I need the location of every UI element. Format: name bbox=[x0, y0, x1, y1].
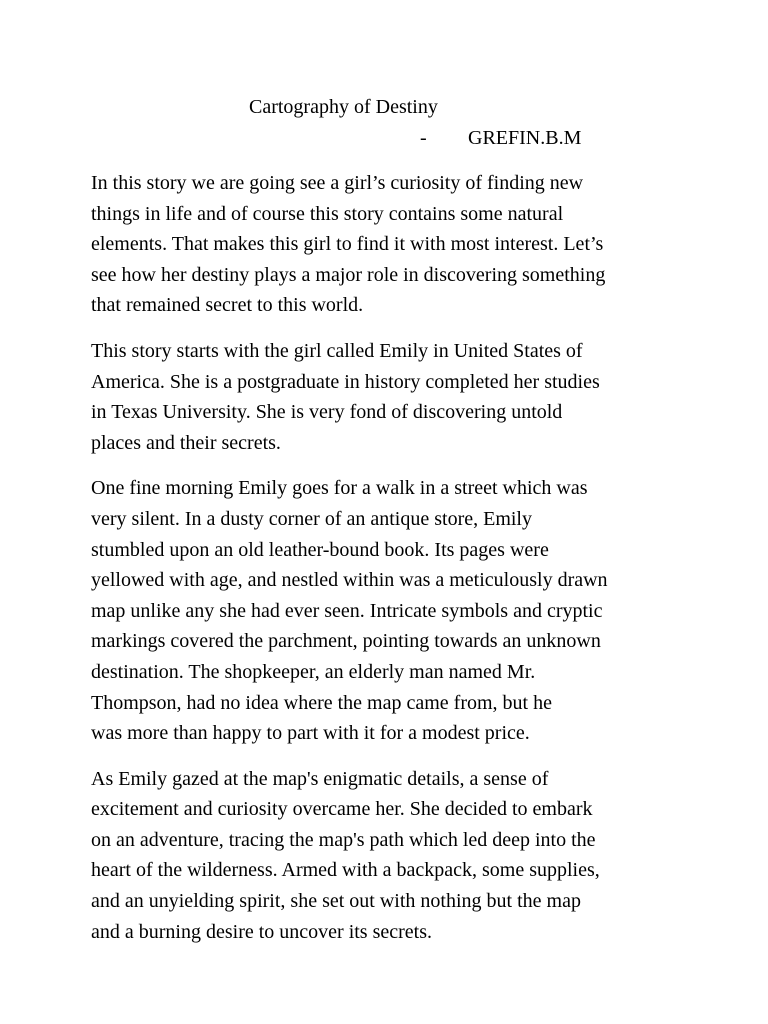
paragraph-line: very silent. In a dusty corner of an antique store, Emily bbox=[91, 507, 532, 530]
author-dash: - bbox=[420, 127, 427, 149]
paragraph-line: see how her destiny plays a major role in discovering something bbox=[91, 263, 606, 286]
paragraph-line: and an unyielding spirit, she set out with nothing but the map bbox=[91, 890, 581, 913]
paragraph-line: on an adventure, tracing the map's path which led deep into the bbox=[91, 828, 596, 851]
story-body bbox=[91, 168, 691, 962]
paragraph-line: stumbled upon an old leather-bound book. Its pages were bbox=[91, 538, 549, 561]
paragraph-antique-store bbox=[91, 473, 691, 748]
paragraph-line: things in life and of course this story contains some natural bbox=[91, 202, 564, 225]
paragraph-line: This story starts with the girl called Emily in United States of bbox=[91, 339, 583, 362]
paragraph-line: in Texas University. She is very fond of discovering untold bbox=[91, 401, 563, 424]
paragraph-line: heart of the wilderness. Armed with a backpack, some supplies, bbox=[91, 859, 600, 882]
paragraph-emily-intro bbox=[91, 336, 691, 458]
paragraph-line: As Emily gazed at the map's enigmatic details, a sense of bbox=[91, 767, 549, 790]
document-title: Cartography of Destiny bbox=[249, 96, 438, 118]
paragraph-line: map unlike any she had ever seen. Intricate symbols and cryptic bbox=[91, 599, 603, 622]
paragraph-line: destination. The shopkeeper, an elderly man named Mr. bbox=[91, 660, 536, 683]
paragraph-adventure bbox=[91, 764, 691, 948]
paragraph-line: Thompson, had no idea where the map came from, but he bbox=[91, 691, 552, 714]
author-name: GREFIN.B.M bbox=[468, 127, 582, 149]
paragraph-line: places and their secrets. bbox=[91, 431, 281, 454]
paragraph-line: that remained secret to this world. bbox=[91, 294, 364, 317]
author-line bbox=[420, 125, 581, 151]
paragraph-line: America. She is a postgraduate in history completed her studies bbox=[91, 370, 600, 393]
paragraph-line: In this story we are going see a girl’s curiosity of finding new bbox=[91, 172, 584, 194]
paragraph-line: and a burning desire to uncover its secrets. bbox=[91, 920, 433, 943]
paragraph-line: One fine morning Emily goes for a walk in a street which was bbox=[91, 477, 588, 500]
paragraph-intro bbox=[91, 168, 691, 321]
paragraph-line: was more than happy to part with it for a modest price. bbox=[91, 722, 530, 745]
paragraph-line: excitement and curiosity overcame her. She decided to embark bbox=[91, 798, 593, 821]
paragraph-line: elements. That makes this girl to find it with most interest. Let’s bbox=[91, 233, 604, 256]
paragraph-line: markings covered the parchment, pointing towards an unknown bbox=[91, 630, 601, 653]
paragraph-line: yellowed with age, and nestled within was a meticulously drawn bbox=[91, 569, 608, 592]
